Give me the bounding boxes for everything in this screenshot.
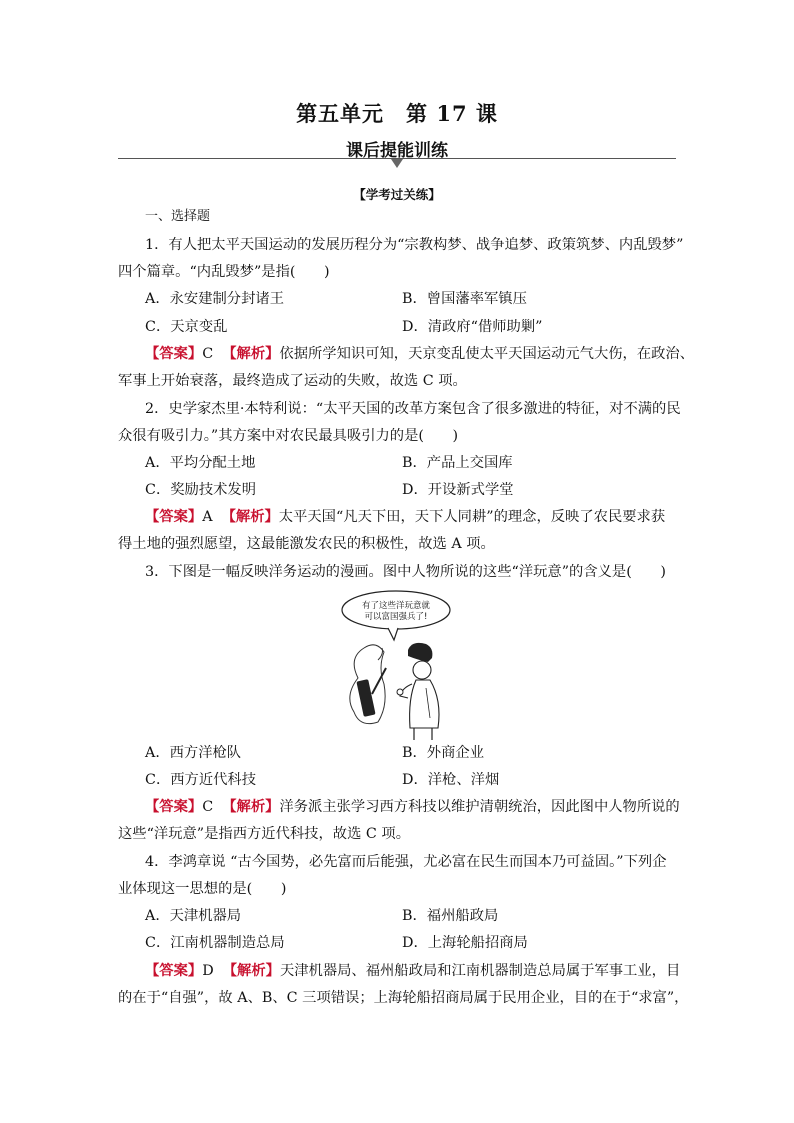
analysis-label: 【解析】 <box>222 799 280 815</box>
question-4-option-a: A．天津机器局 <box>145 908 242 924</box>
question-1-analysis-line-2: 军事上开始衰落，最终造成了运动的失败，故选 C 项。 <box>118 373 467 389</box>
question-4-option-c: C．江南机器制造总局 <box>145 935 285 951</box>
divider-triangle-icon <box>391 159 403 168</box>
analysis-label: 【解析】 <box>222 346 280 362</box>
question-2-analysis-line-2: 得土地的强烈愿望，这最能激发农民的积极性，故选 A 项。 <box>118 536 495 552</box>
answer-label: 【答案】 <box>145 799 203 815</box>
question-1-option-c: C．天京变乱 <box>145 319 228 335</box>
analysis-text: 天津机器局、福州船政局和江南机器制造总局属于军事工业，目 <box>279 963 681 979</box>
question-4-analysis-line-2: 的在于“自强”，故 A、B、C 三项错误；上海轮船招商局属于民用企业，目的在于“求富”， <box>118 990 689 1006</box>
page-title: 第五单元 第 17 课 <box>296 101 498 126</box>
analysis-label: 【解析】 <box>222 963 280 979</box>
question-3-stem-line-1: 3．下图是一幅反映洋务运动的漫画。图中人物所说的这些“洋玩意”的含义是( ) <box>145 564 666 580</box>
question-2-stem-line-1: 2．史学家杰里·本特利说：“太平天国的改革方案包含了很多激进的特征，对不满的民 <box>145 401 681 417</box>
question-3-analysis-line-2: 这些“洋玩意”是指西方近代科技，故选 C 项。 <box>118 826 410 842</box>
westernization-cartoon <box>338 588 456 746</box>
cartoon-speech-line-1: 有了这些洋玩意就 <box>361 601 431 611</box>
question-1-option-b: B．曾国藩率军镇压 <box>402 291 527 307</box>
question-3-analysis-line-1 <box>145 798 680 816</box>
question-1-option-d: D．清政府“借师助剿” <box>402 319 543 335</box>
question-2-option-b: B．产品上交国库 <box>402 455 513 471</box>
question-2-option-c: C．奖励技术发明 <box>145 482 257 498</box>
question-3-option-a: A．西方洋枪队 <box>145 745 242 761</box>
page-subtitle: 课后提能训练 <box>346 141 448 161</box>
analysis-text: 洋务派主张学习西方科技以维护清朝统治，因此图中人物所说的 <box>279 799 680 815</box>
question-2-analysis-line-1 <box>145 508 665 526</box>
question-4-option-d: D．上海轮船招商局 <box>402 935 528 951</box>
answer-label: 【答案】 <box>145 963 203 979</box>
question-4-stem-line-1: 4．李鸿章说 “古今国势，必先富而后能强，尤必富在民生而国本乃可益固。”下列企 <box>145 854 667 870</box>
analysis-label: 【解析】 <box>221 509 279 525</box>
answer-label: 【答案】 <box>145 509 203 525</box>
question-4-option-b: B．福州船政局 <box>402 908 499 924</box>
cartoon-speech-line-2: 可以富国强兵了! <box>364 612 428 622</box>
answer-label: 【答案】 <box>145 346 203 362</box>
question-4-analysis-line-1 <box>145 962 680 980</box>
answer-letter: D <box>202 963 214 979</box>
question-3-option-c: C．西方近代科技 <box>145 772 257 788</box>
question-1-analysis-line-1 <box>145 345 694 363</box>
question-1-stem-line-2: 四个篇章。“内乱毁梦”是指( ) <box>118 264 330 280</box>
question-3-option-b: B．外商企业 <box>402 745 484 761</box>
answer-letter: C <box>202 346 214 362</box>
part-heading: 一、选择题 <box>145 209 211 224</box>
question-2-option-d: D．开设新式学堂 <box>402 482 514 498</box>
analysis-text: 太平天国“凡天下田，天下人同耕”的理念，反映了农民要求获 <box>278 509 666 525</box>
analysis-text: 依据所学知识可知，天京变乱使太平天国运动元气大伤，在政治、 <box>279 346 695 362</box>
question-2-option-a: A．平均分配土地 <box>145 455 256 471</box>
answer-letter: C <box>202 799 214 815</box>
question-1-option-a: A．永安建制分封诸王 <box>145 291 284 307</box>
question-4-stem-line-2: 业体现这一思想的是( ) <box>118 881 287 897</box>
answer-letter: A <box>202 509 213 525</box>
question-2-stem-line-2: 众很有吸引力。”其方案中对农民最具吸引力的是( ) <box>118 428 459 444</box>
question-3-option-d: D．洋枪、洋烟 <box>402 772 500 788</box>
question-1-stem-line-1: 1．有人把太平天国运动的发展历程分为“宗教构梦、战争追梦、政策筑梦、内乱毁梦” <box>145 237 684 253</box>
section-heading: 【学考过关练】 <box>353 187 441 202</box>
